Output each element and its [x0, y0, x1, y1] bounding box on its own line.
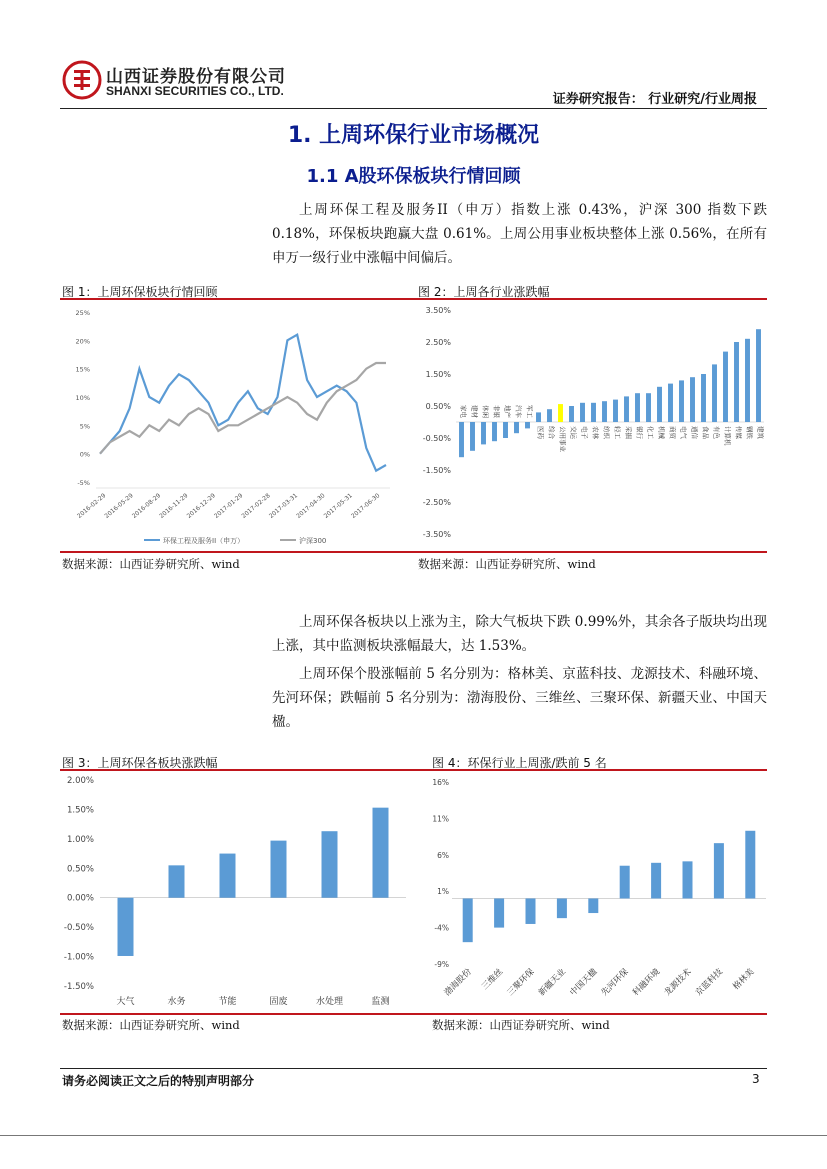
fig2-x-label: 通信	[690, 426, 699, 439]
fig4-chart	[430, 772, 768, 1012]
fig4-source: 数据来源：山西证券研究所、wind	[432, 1018, 610, 1032]
fig2-x-label: 建材	[470, 405, 479, 418]
fig2-x-label: 建筑	[756, 426, 765, 439]
paragraph-2: 上周环保各板块以上涨为主，除大气板块下跌 0.99%外，其余各子版块均出现上涨，其中监测板块涨幅最大，达 1.53%。	[272, 614, 767, 654]
fig1-x-tick: 2017-05-31	[322, 492, 354, 520]
fig2-x-label: 汽车	[514, 405, 523, 418]
fig-row1-bottom-rule	[60, 551, 767, 553]
fig3-x-label: 节能	[218, 997, 237, 1007]
fig2-bar	[503, 422, 508, 438]
fig4-x-label: 三维丝	[480, 967, 506, 993]
section-title: 1. 上周环保行业市场概况	[287, 123, 540, 148]
fig2-bar	[459, 422, 464, 457]
fig4-x-label: 三聚环保	[505, 967, 537, 999]
fig3-y-tick: 2.00%	[66, 776, 94, 786]
fig3-bar	[118, 898, 134, 956]
fig2-y-tick: 2.50%	[425, 338, 451, 347]
fig2-bar	[591, 403, 596, 422]
fig1-legend-label: 沪深300	[299, 537, 327, 545]
fig2-x-label: 交运	[569, 426, 578, 439]
fig2-bar	[514, 422, 519, 433]
fig2-x-label: 钢铁	[745, 426, 754, 439]
fig2-bar	[679, 380, 684, 422]
fig3-x-label: 监测	[371, 997, 390, 1007]
paragraph-1: 上周环保工程及服务II（申万）指数上涨 0.43%，沪深 300 指数下跌 0.18%，环保板块跑赢大盘 0.61%。上周公用事业板块整体上涨 0.56%，在所有申万一级行业中涨幅中间偏后。	[272, 202, 767, 266]
fig4-bar	[463, 898, 473, 942]
fig2-bar	[492, 422, 497, 441]
fig1-x-tick: 2016-05-29	[103, 492, 135, 520]
fig2-bar	[701, 374, 706, 422]
fig4-x-label: 京蓝科技	[693, 967, 726, 999]
fig2-y-tick: 0.50%	[425, 402, 451, 411]
fig2-bar	[690, 377, 695, 422]
fig1-y-tick: 15%	[75, 365, 90, 374]
fig2-x-label: 采掘	[624, 426, 633, 439]
fig3-bar	[220, 854, 236, 898]
fig2-bar	[646, 393, 651, 422]
fig1-series-line	[100, 335, 386, 471]
fig1-y-tick: 25%	[75, 309, 90, 317]
fig2-y-tick: 3.50%	[425, 306, 451, 315]
fig1-y-tick: 20%	[75, 337, 90, 346]
fig2-x-label: 家电	[459, 405, 468, 418]
fig4-y-tick: 6%	[437, 850, 449, 860]
fig-row2-top-rule	[60, 769, 767, 771]
fig2-bar	[547, 409, 552, 422]
paragraph-3: 上周环保个股涨幅前 5 名分别为：格林美、京蓝科技、龙源技术、科融环境、先河环保；跌幅前 5 名分别为：渤海股份、三维丝、三聚环保、新疆天业、中国天楹。	[272, 666, 767, 730]
fig1-x-tick: 2017-04-30	[295, 492, 327, 520]
fig2-x-label: 地产	[503, 405, 512, 418]
fig2-bar	[668, 384, 673, 422]
fig4-bar	[745, 831, 755, 899]
fig1-x-tick: 2016-02-29	[76, 492, 108, 520]
fig2-source: 数据来源：山西证券研究所、wind	[418, 557, 596, 571]
fig4-x-label: 渤海股份	[442, 967, 474, 999]
fig1-x-tick: 2016-11-29	[158, 492, 190, 520]
fig2-bar	[580, 403, 585, 422]
fig3-y-tick: -1.00%	[63, 952, 94, 963]
fig2-x-label: 农林	[591, 426, 600, 439]
fig3-x-label: 水处理	[315, 997, 344, 1007]
fig2-y-tick: -0.50%	[422, 434, 451, 443]
fig3-x-label: 大气	[116, 997, 135, 1007]
fig2-bar	[613, 400, 618, 422]
fig4-bar	[494, 898, 504, 927]
fig2-chart	[416, 302, 768, 550]
fig-row2-bottom-rule	[60, 1013, 767, 1015]
fig2-x-label: 医药	[536, 426, 545, 439]
fig3-y-tick: 1.50%	[66, 805, 94, 816]
report-type: 证券研究报告： 行业研究/行业周报	[552, 92, 757, 107]
fig1-x-tick: 2016-08-29	[130, 492, 163, 520]
fig4-y-tick: 1%	[437, 887, 449, 897]
fig1-source: 数据来源：山西证券研究所、wind	[62, 557, 240, 571]
fig4-x-label: 先河环保	[599, 967, 631, 999]
fig-row1-top-rule	[60, 298, 767, 300]
fig2-bar	[569, 406, 574, 422]
fig2-y-tick: -2.50%	[422, 498, 451, 507]
fig2-bar	[734, 342, 739, 422]
fig2-bar	[481, 422, 486, 444]
fig2-x-label: 公用事业	[558, 426, 567, 452]
fig1-y-tick: -5%	[77, 479, 90, 487]
fig3-title: 图 3：上周环保各板块涨跌幅	[62, 756, 218, 770]
fig2-bar	[723, 352, 728, 422]
fig1-x-tick: 2017-02-28	[240, 492, 272, 520]
fig2-x-label: 商贸	[668, 426, 677, 439]
fig2-x-label: 化工	[646, 426, 655, 439]
fig3-y-tick: -0.50%	[63, 923, 94, 934]
fig1-y-tick: 0%	[79, 450, 90, 459]
fig1-chart	[60, 302, 410, 550]
fig2-x-label: 非银	[492, 405, 501, 418]
fig2-bar	[624, 396, 629, 422]
fig1-x-tick: 2017-03-31	[267, 492, 300, 520]
fig4-title: 图 4：环保行业上周涨/跌前 5 名	[432, 756, 607, 770]
fig3-x-label: 固废	[269, 997, 288, 1007]
fig2-y-tick: -1.50%	[422, 466, 451, 475]
fig3-bar	[322, 831, 338, 898]
fig2-x-label: 军工	[525, 405, 534, 418]
fig4-bar	[588, 898, 598, 913]
fig2-x-label: 机械	[657, 426, 666, 439]
fig3-bar	[271, 841, 287, 898]
fig4-bar	[526, 898, 536, 923]
fig2-bar	[756, 329, 761, 422]
fig4-x-label: 中国天楹	[568, 967, 600, 999]
fig3-bar	[169, 865, 185, 897]
fig2-x-label: 有色	[712, 426, 721, 439]
fig2-y-tick: -3.50%	[422, 530, 451, 539]
fig4-y-tick: -9%	[434, 960, 449, 969]
company-name-en: SHANXI SECURITIES CO., LTD.	[106, 84, 284, 98]
fig4-y-tick: -4%	[434, 923, 449, 933]
fig3-source: 数据来源：山西证券研究所、wind	[62, 1018, 240, 1032]
fig2-bar	[745, 339, 750, 422]
fig3-x-label: 水务	[167, 997, 186, 1007]
fig2-x-label: 轻工	[613, 426, 622, 439]
fig4-x-label: 龙源技术	[662, 967, 694, 999]
fig2-y-tick: 1.50%	[425, 370, 451, 379]
fig2-x-label: 食品	[701, 426, 710, 439]
fig4-y-tick: 11%	[432, 814, 449, 824]
footer-divider	[60, 1068, 767, 1069]
fig3-chart	[60, 772, 416, 1012]
fig2-bar	[602, 401, 607, 422]
fig4-bar	[620, 866, 630, 899]
fig1-x-tick: 2017-01-29	[213, 492, 245, 520]
fig2-x-label: 休闲	[481, 405, 490, 418]
fig2-bar	[536, 412, 541, 422]
fig4-bar	[557, 898, 567, 918]
fig1-x-tick: 2017-06-30	[350, 492, 382, 520]
fig4-bar	[714, 843, 724, 898]
fig2-x-label: 传媒	[734, 426, 743, 439]
footer-disclaimer: 请务必阅读正文之后的特别声明部分	[62, 1074, 255, 1088]
fig2-x-label: 电子	[580, 426, 589, 439]
fig1-y-tick: 5%	[79, 422, 90, 431]
fig2-bar	[635, 393, 640, 422]
fig2-title: 图 2：上周各行业涨跌幅	[418, 285, 550, 299]
fig3-y-tick: -1.50%	[63, 982, 94, 992]
fig4-x-label: 科融环境	[631, 967, 663, 999]
company-name-cn: 山西证券股份有限公司	[106, 67, 286, 87]
fig2-x-label: 综合	[547, 426, 556, 439]
company-logo-icon	[62, 60, 102, 100]
fig1-x-tick: 2016-12-29	[185, 492, 217, 520]
fig2-bar	[558, 404, 563, 422]
fig4-bar	[683, 861, 693, 898]
fig2-bar	[712, 364, 717, 422]
fig1-title: 图 1：上周环保板块行情回顾	[62, 285, 218, 299]
fig3-y-tick: 1.00%	[66, 834, 94, 845]
fig2-x-label: 纺织	[602, 426, 611, 439]
fig2-x-label: 银行	[635, 426, 644, 439]
fig2-bar	[657, 387, 662, 422]
fig2-bar	[470, 422, 475, 451]
header-divider	[60, 108, 767, 109]
company-logo	[62, 60, 292, 104]
page-number: 3	[752, 1072, 760, 1086]
subsection-title: 1.1 A股环保板块行情回顾	[306, 166, 521, 187]
fig1-legend-label: 环保工程及服务II（申万）	[163, 537, 245, 545]
fig4-bar	[651, 863, 661, 899]
fig3-bar	[373, 808, 389, 898]
fig3-y-tick: 0.00%	[66, 893, 94, 904]
fig2-x-label: 计算机	[723, 426, 732, 446]
fig1-y-tick: 10%	[75, 394, 90, 402]
fig4-x-label: 格林美	[731, 967, 757, 993]
fig2-x-label: 电气	[679, 426, 688, 439]
page-bottom-rule	[0, 1135, 827, 1136]
fig3-y-tick: 0.50%	[66, 864, 94, 875]
fig4-y-tick: 16%	[432, 778, 449, 787]
fig4-x-label: 新疆天业	[536, 967, 569, 999]
fig2-bar	[525, 422, 530, 428]
